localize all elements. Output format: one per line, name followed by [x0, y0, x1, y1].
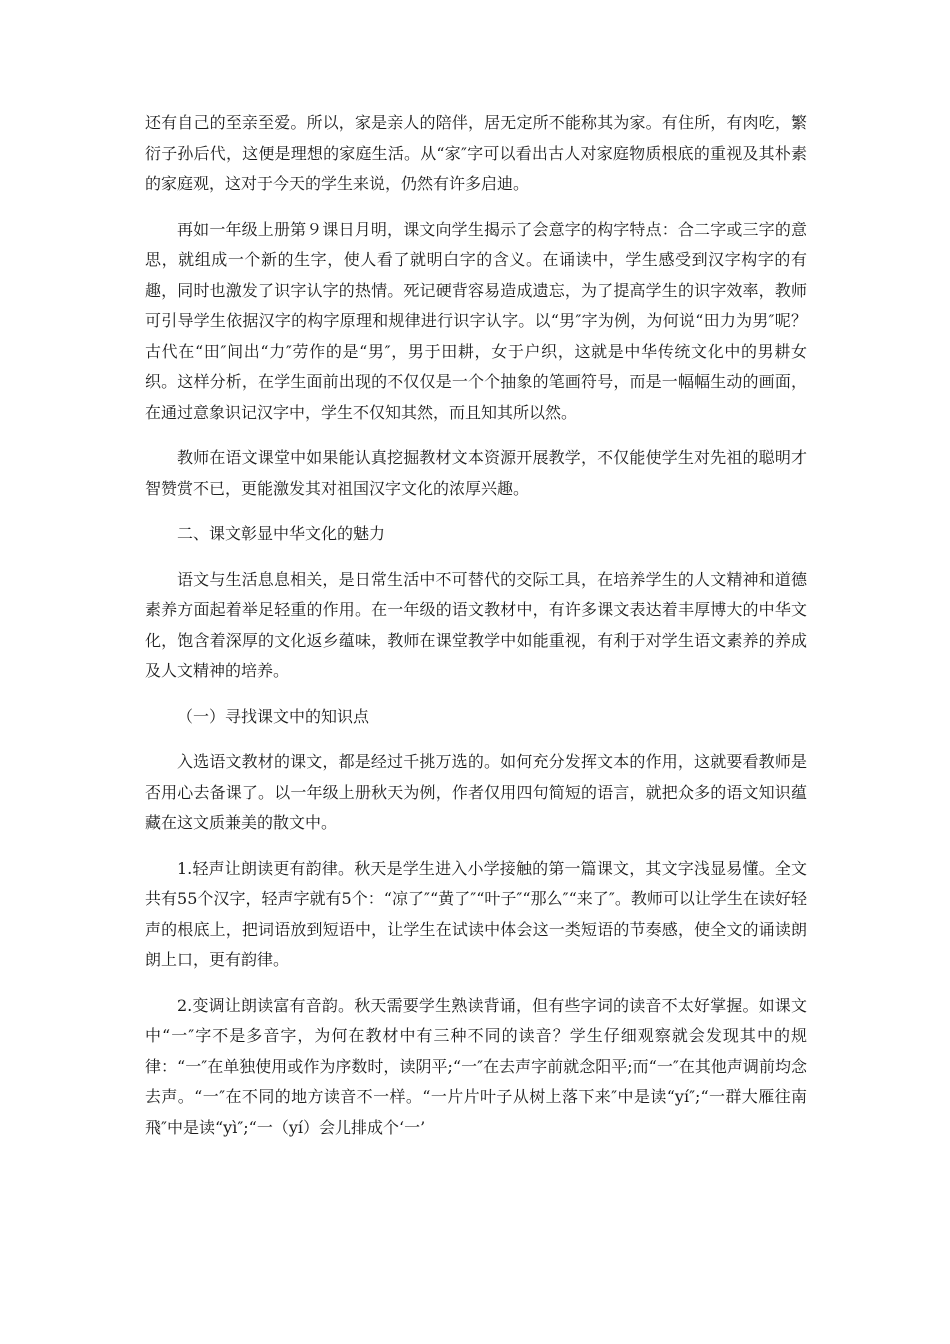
paragraph-1: 还有自己的至亲至爱。所以，家是亲人的陪伴，居无定所不能称其为家。有住所，有肉吃，繁衍子孙后代，这便是理想的家庭生活。从“家″字可以看出古人对家庭物质根底的重视及其朴素的家庭观，这对于今天的学生来说，仍然有许多启迪。 [145, 113, 807, 193]
paragraph-7: 2.变调让朗读富有音韵。秋天需要学生熟读背诵，但有些字词的读音不太好掌握。如课文中“一″字不是多音字，为何在教材中有三种不同的读音？学生仔细观察就会发现其中的规律：“一″在单独使用或作为序数时，读阴平;“一″在去声字前就念阳平;而“一″在其他声调前均念去声。“一″在不同的地方读音不一样。“一片片叶子从树上落下来″中是读“yí″;“一群大雁往南飛″中是读“yì″;“一（yí）会儿排成个‘一’ [145, 995, 807, 1137]
subsection-heading: （一）寻找课文中的知识点 [177, 706, 370, 726]
paragraph-3: 教师在语文课堂中如果能认真挖掘教材文本资源开展教学，不仅能使学生对先祖的聪明才智赞赏不已，更能激发其对祖国汉字文化的浓厚兴趣。 [145, 448, 807, 498]
paragraph-2: 再如一年级上册第９课日月明，课文向学生揭示了会意字的构字特点：合二字或三字的意思，就组成一个新的生字，使人看了就明白字的含义。在诵读中，学生感受到汉字构字的有趣，同时也激发了识字认字的热情。死记硬背容易造成遗忘，为了提高学生的识字效率，教师可引导学生依据汉字的构字原理和规律进行识字认字。以“男″字为例，为何说“田力为男″呢？古代在“田″间出“力″劳作的是“男″，男于田耕，女于户织，这就是中华传统文化中的男耕女织。这样分析，在学生面前出现的不仅仅是一个个抽象的笔画符号，而是一幅幅生动的画面，在通过意象识记汉字中，学生不仅知其然，而且知其所以然。 [145, 219, 807, 422]
paragraph-4: 语文与生活息息相关，是日常生活中不可替代的交际工具，在培养学生的人文精神和道德素养方面起着举足轻重的作用。在一年级的语文教材中，有许多课文表达着丰厚博大的中华文化，饱含着深厚的文化返乡蕴味，教师在课堂教学中如能重视，有利于对学生语文素养的养成及人文精神的培养。 [145, 569, 807, 680]
paragraph-6: 1.轻声让朗读更有韵律。秋天是学生进入小学接触的第一篇课文，其文字浅显易懂。全文共有55个汉字，轻声字就有5个：“凉了″“黄了″“叶子″“那么″“来了″。教师可以让学生在读好轻声的根底上，把词语放到短语中，让学生在试读中体会这一类短语的节奏感，使全文的诵读朗朗上口，更有韵律。 [145, 858, 807, 969]
section-heading: 二、课文彰显中华文化的魅力 [177, 524, 386, 543]
paragraph-5: 入选语文教材的课文，都是经过千挑万选的。如何充分发挥文本的作用，这就要看教师是否用心去备课了。以一年级上册秋天为例，作者仅用四句简短的语言，就把众多的语文知识蕴藏在这文质兼美的散文中。 [145, 752, 807, 832]
document-page [145, 108, 807, 1158]
